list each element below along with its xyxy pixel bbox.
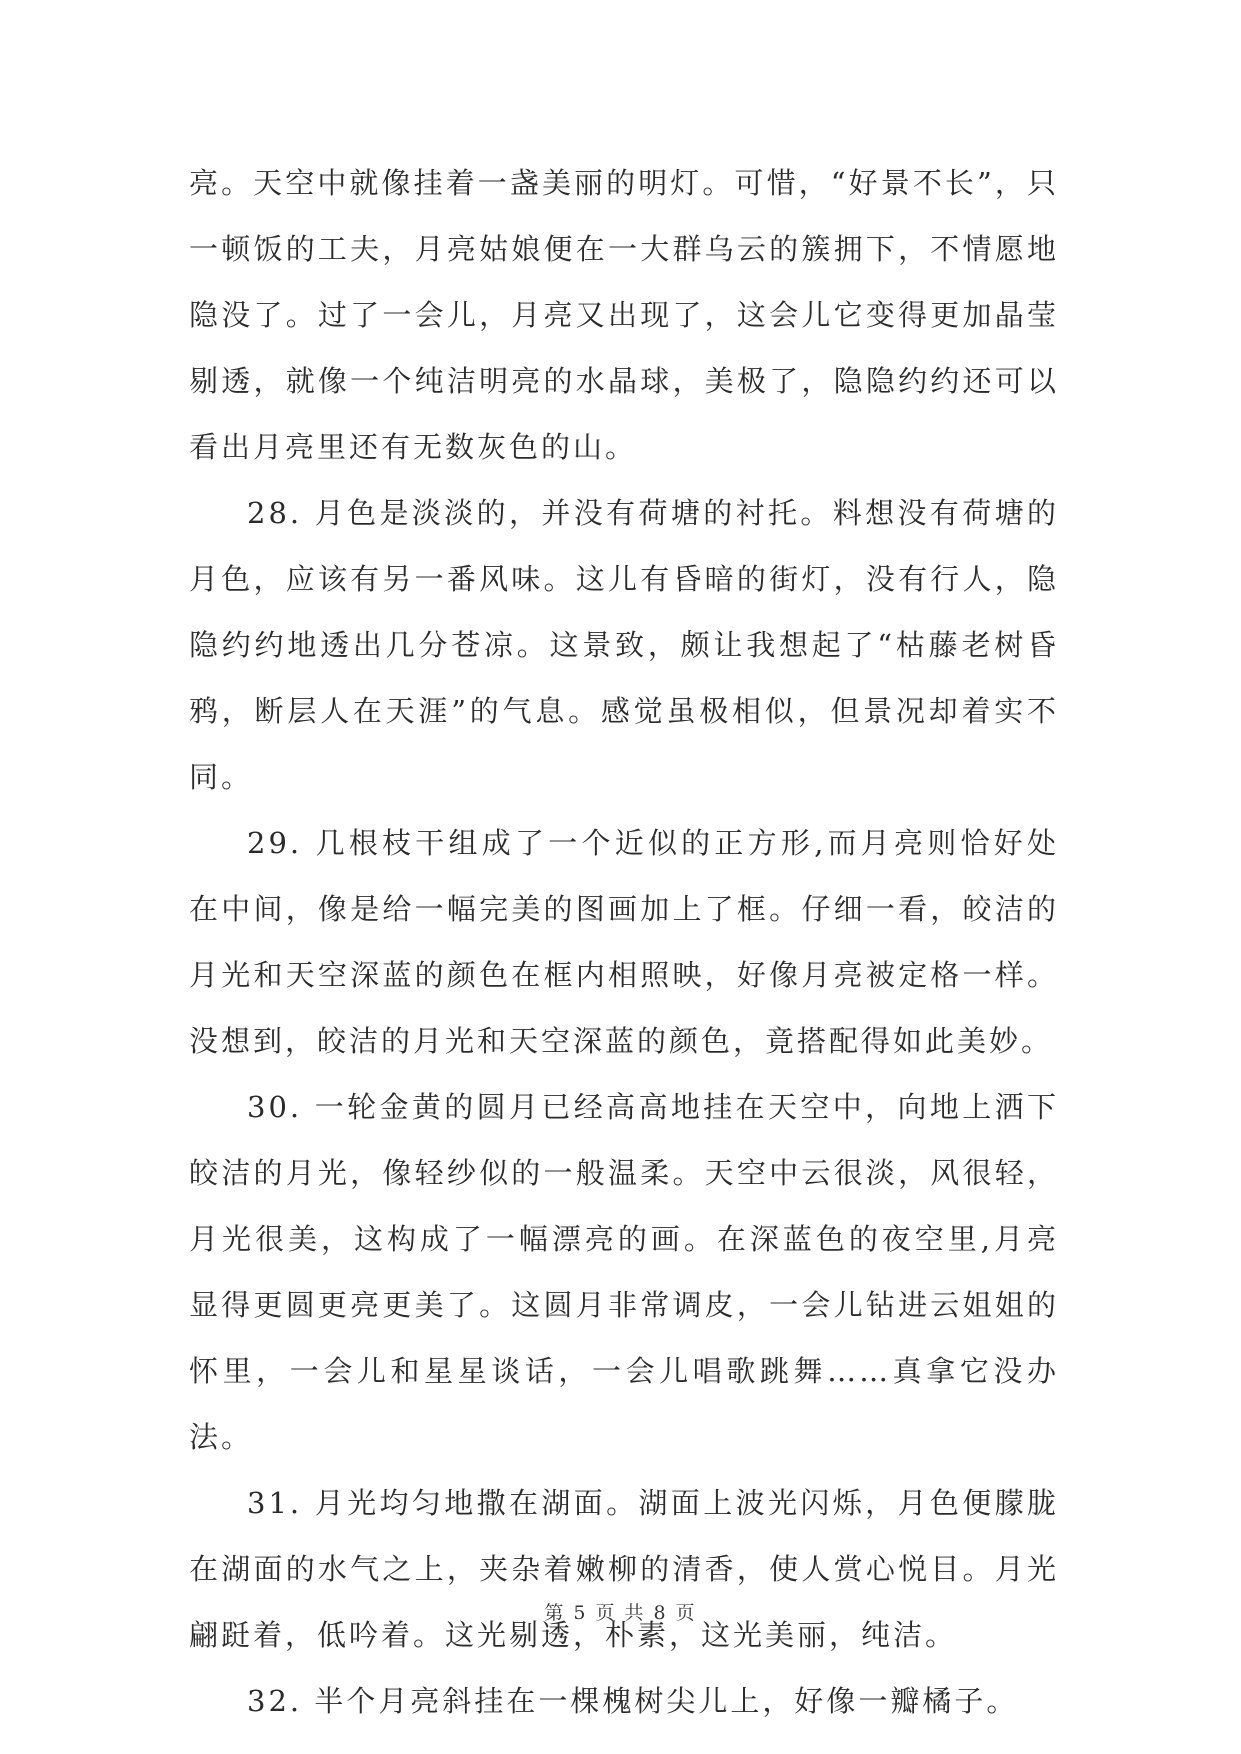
paragraph-31: 31. 月光均匀地撒在湖面。湖面上波光闪烁，月色便朦胧在湖面的水气之上，夹杂着嫩柳的清香，使人赏心悦目。月光翩跹着，低吟着。这光剔透，朴素，这光美丽，纯洁。 — [189, 1486, 1059, 1652]
page-footer: 第 5 页 共 8 页 — [544, 1602, 697, 1624]
document-body — [189, 150, 1059, 1734]
paragraph-32: 32. 半个月亮斜挂在一棵槐树尖儿上，好像一瓣橘子。 — [247, 1684, 1019, 1718]
paragraph-continuation: 亮。天空中就像挂着一盏美丽的明灯。可惜，“好景不长”，只一顿饭的工夫，月亮姑娘便在一大群乌云的簇拥下，不情愿地隐没了。过了一会儿，月亮又出现了，这会儿它变得更加晶莹剔透，就像一个纯洁明亮的水晶球，美极了，隐隐约约还可以看出月亮里还有无数灰色的山。 — [189, 166, 1059, 464]
paragraph-28: 28. 月色是淡淡的，并没有荷塘的衬托。料想没有荷塘的月色，应该有另一番风味。这儿有昏暗的街灯，没有行人，隐隐约约地透出几分苍凉。这景致，颇让我想起了“枯藤老树昏鸦，断层人在天涯”的气息。感觉虽极相似，但景况却着实不同。 — [189, 496, 1059, 794]
paragraph-29: 29. 几根枝干组成了一个近似的正方形,而月亮则恰好处在中间，像是给一幅完美的图画加上了框。仔细一看，皎洁的月光和天空深蓝的颜色在框内相照映，好像月亮被定格一样。没想到，皎洁的月光和天空深蓝的颜色，竟搭配得如此美妙。 — [189, 826, 1059, 1058]
paragraph-30: 30. 一轮金黄的圆月已经高高地挂在天空中，向地上洒下皎洁的月光，像轻纱似的一般温柔。天空中云很淡，风很轻，月光很美，这构成了一幅漂亮的画。在深蓝色的夜空里,月亮显得更圆更亮更美了。这圆月非常调皮，一会儿钻进云姐姐的怀里，一会儿和星星谈话，一会儿唱歌跳舞……真拿它没办法。 — [189, 1090, 1059, 1454]
